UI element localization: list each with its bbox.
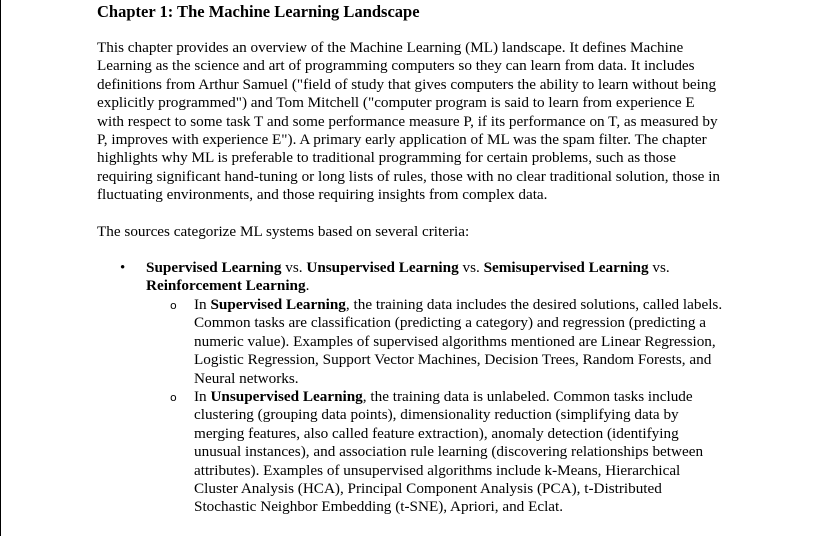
criteria-list	[97, 259, 723, 517]
sub-item-term: Unsupervised Learning	[210, 387, 363, 405]
sub-list	[146, 296, 723, 517]
sub-item-prefix: In	[194, 387, 211, 405]
bullet-icon: •	[120, 260, 126, 277]
sub-list-item-supervised	[146, 296, 723, 388]
term-reinforcement: Reinforcement Learning	[146, 277, 306, 295]
term-unsupervised: Unsupervised Learning	[306, 259, 459, 277]
term-supervised: Supervised Learning	[146, 259, 282, 277]
circle-bullet-icon: o	[170, 298, 177, 312]
list-item-heading	[146, 259, 670, 294]
sub-list-item-unsupervised	[146, 388, 723, 517]
separator-text: .	[305, 277, 310, 295]
list-item	[97, 259, 723, 517]
sub-item-text: , the training data includes the desired solutions, called labels. Common tasks are classification (predicting a category) and regression (predicting a numeric value). Examples of supervised algorithms mentioned are Linear Regression, Logistic Regression, Support Vector Machines, Decision Trees, Random Forests, and Neural networks.	[194, 295, 723, 387]
separator-text: vs.	[458, 259, 484, 277]
separator-text: vs.	[648, 259, 670, 277]
sub-item-term: Supervised Learning	[210, 295, 346, 313]
circle-bullet-icon: o	[170, 390, 177, 404]
intro-paragraph: This chapter provides an overview of the Machine Learning (ML) landscape. It defines Machine Learning as the science and art of programming computers so they can learn from data. It includes definitions from Arthur Samuel ("field of study that gives computers the ability to learn without being explicitly programmed") and Tom Mitchell ("computer program is said to learn from experience E with respect to some task T and some performance measure P, if its performance on T, as measured by P, improves with experience E"). A primary early application of ML was the spam filter. The chapter highlights why ML is preferable to traditional programming for certain problems, such as those requiring significant hand-tuning or long lists of rules, those with no clear traditional solution, those in fluctuating environments, and those requiring insights from complex data.	[97, 39, 721, 204]
document-content	[97, 2, 723, 517]
separator-text: vs.	[281, 259, 307, 277]
sub-item-prefix: In	[194, 295, 211, 313]
criteria-intro-paragraph: The sources categorize ML systems based on several criteria:	[97, 222, 470, 240]
sub-item-text: , the training data is unlabeled. Common tasks include clustering (grouping data points), dimensionality reduction (simplifying data by merging features, also called feature extraction), anomaly detection (identifying unusual instances), and association rule learning (discovering relationships between attributes). Examples of unsupervised algorithms include k-Means, Hierarchical Cluster Analysis (HCA), Principal Component Analysis (PCA), t-Distributed Stochastic Neighbor Embedding (t-SNE), Apriori, and Eclat.	[194, 387, 704, 516]
chapter-title: Chapter 1: The Machine Learning Landscape	[97, 2, 420, 21]
term-semisupervised: Semisupervised Learning	[483, 259, 649, 277]
